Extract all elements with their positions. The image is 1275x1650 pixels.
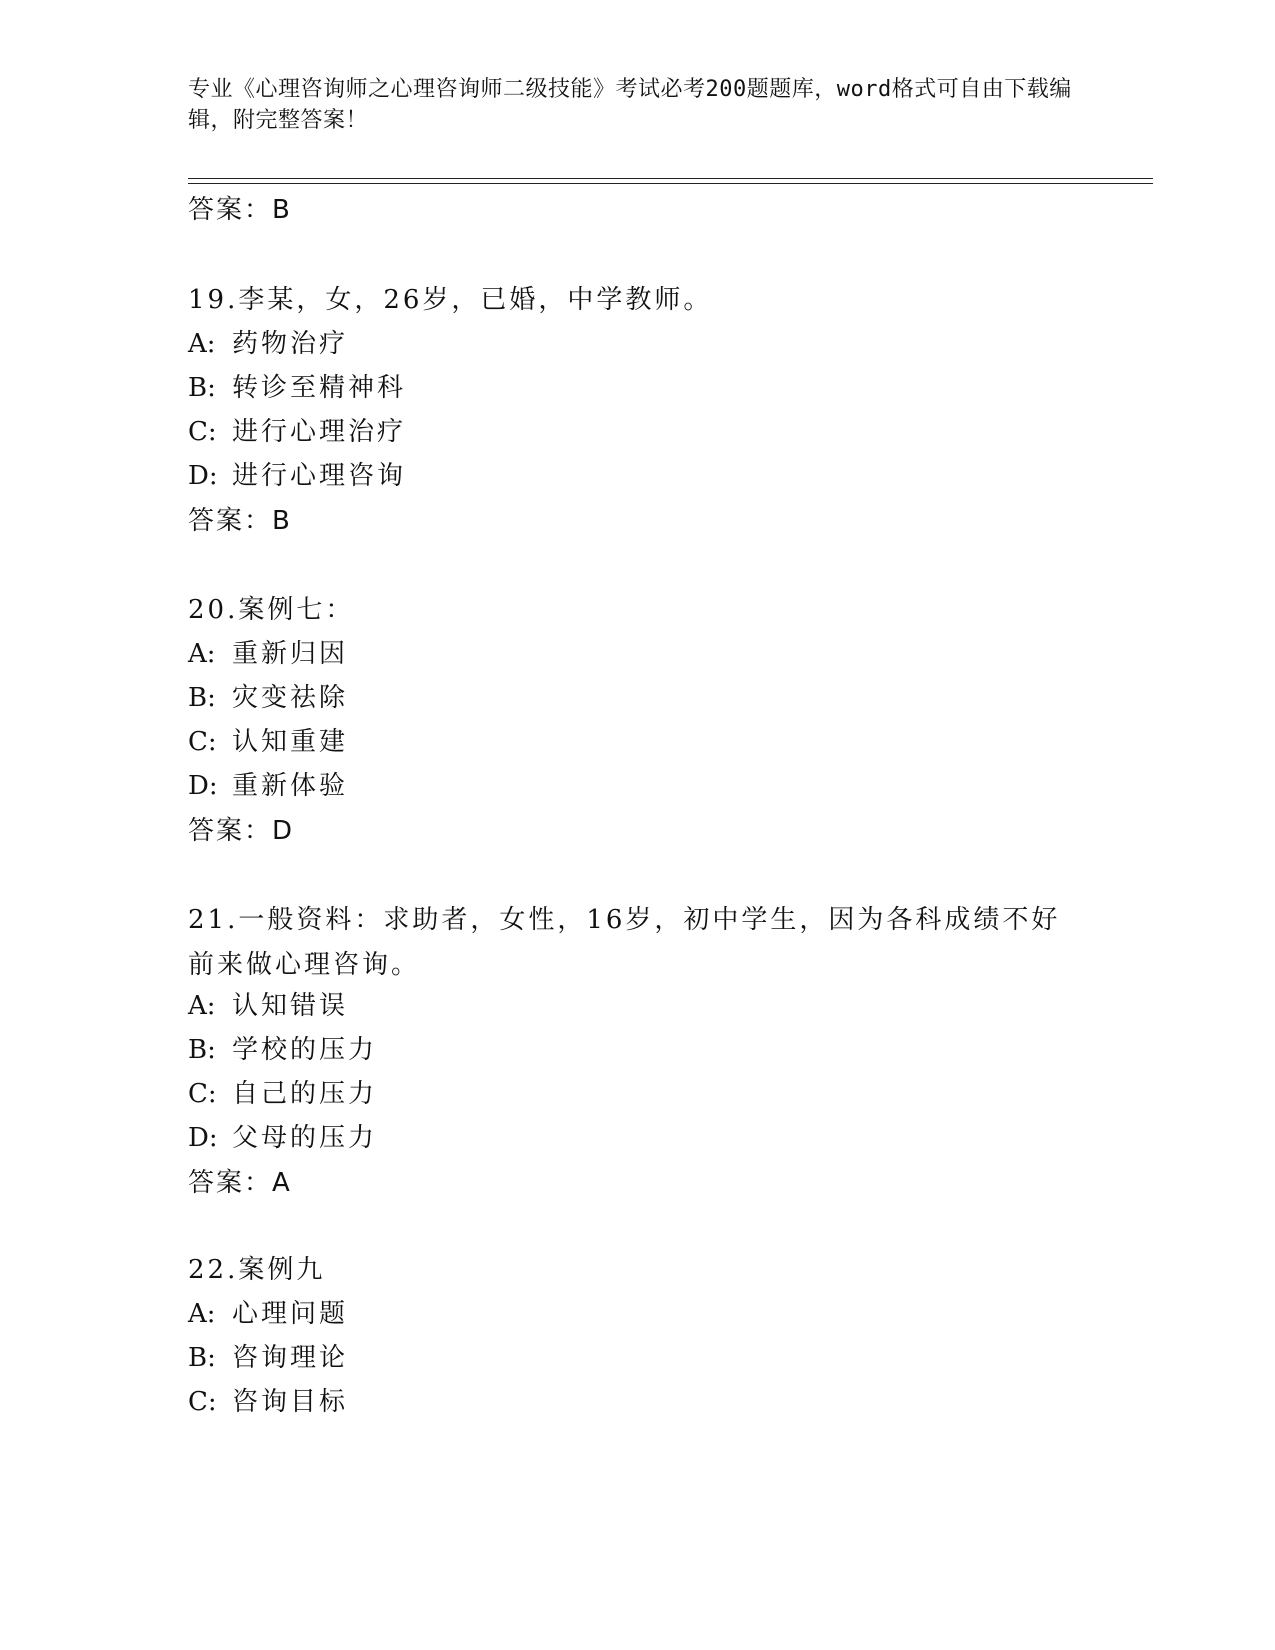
option-text: 灾变祛除 [232,683,349,713]
question-22-option-c [188,1386,348,1418]
option-key: B: [188,683,216,713]
option-key: A: [188,991,216,1021]
question-21-option-c [188,1078,377,1110]
option-key: A: [188,639,216,669]
question-21-option-d [188,1122,377,1154]
option-text: 咨询目标 [232,1387,349,1417]
option-text: 进行心理咨询 [232,461,407,491]
header-divider-top [188,178,1153,179]
option-text: 咨询理论 [232,1343,349,1373]
option-text: 自己的压力 [232,1079,378,1109]
question-22-option-b [188,1342,348,1374]
question-19-option-d [188,460,406,492]
question-22-option-a [188,1298,348,1330]
option-key: B: [188,1035,216,1065]
header-divider-bottom [188,183,1153,184]
question-19-option-b [188,372,406,404]
option-key: B: [188,373,216,403]
question-21-stem: 21.一般资料：求助者，女性，16岁，初中学生，因为各科成绩不好前来做心理咨询。 [188,905,1061,980]
question-20-option-d [188,770,348,802]
question-20-option-a [188,638,348,670]
option-key: D: [188,461,218,491]
option-key: C: [188,1079,217,1109]
option-key: C: [188,727,217,757]
option-text: 认知重建 [232,727,349,757]
question-22-stem: 22.案例九 [188,1255,326,1285]
option-key: D: [188,771,218,801]
option-text: 学校的压力 [232,1035,378,1065]
option-text: 进行心理治疗 [232,417,407,447]
answer-21: 答案：A [188,1168,292,1198]
option-key: B: [188,1343,216,1373]
question-21-option-b [188,1034,377,1066]
answer-18: 答案：B [188,195,292,225]
header-note: 专业《心理咨询师之心理咨询师二级技能》考试必考200题题库，word格式可自由下载编辑，附完整答案！ [188,77,1072,133]
question-19-stem: 19.李某，女，26岁，已婚，中学教师。 [188,285,713,315]
option-key: A: [188,1299,216,1329]
option-text: 重新归因 [232,639,349,669]
option-text: 心理问题 [232,1299,349,1329]
option-key: C: [188,1387,217,1417]
answer-19: 答案：B [188,506,292,536]
option-key: C: [188,417,217,447]
option-text: 药物治疗 [232,329,349,359]
question-20-stem: 20.案例七： [188,595,355,625]
answer-20: 答案：D [188,816,295,846]
question-21-option-a [188,990,348,1022]
option-key: D: [188,1123,218,1153]
option-text: 父母的压力 [232,1123,378,1153]
question-20-option-b [188,682,348,714]
option-text: 重新体验 [232,771,349,801]
question-19-option-a [188,328,348,360]
question-20-option-c [188,726,348,758]
option-text: 认知错误 [232,991,349,1021]
question-19-option-c [188,416,406,448]
option-text: 转诊至精神科 [232,373,407,403]
option-key: A: [188,329,216,359]
